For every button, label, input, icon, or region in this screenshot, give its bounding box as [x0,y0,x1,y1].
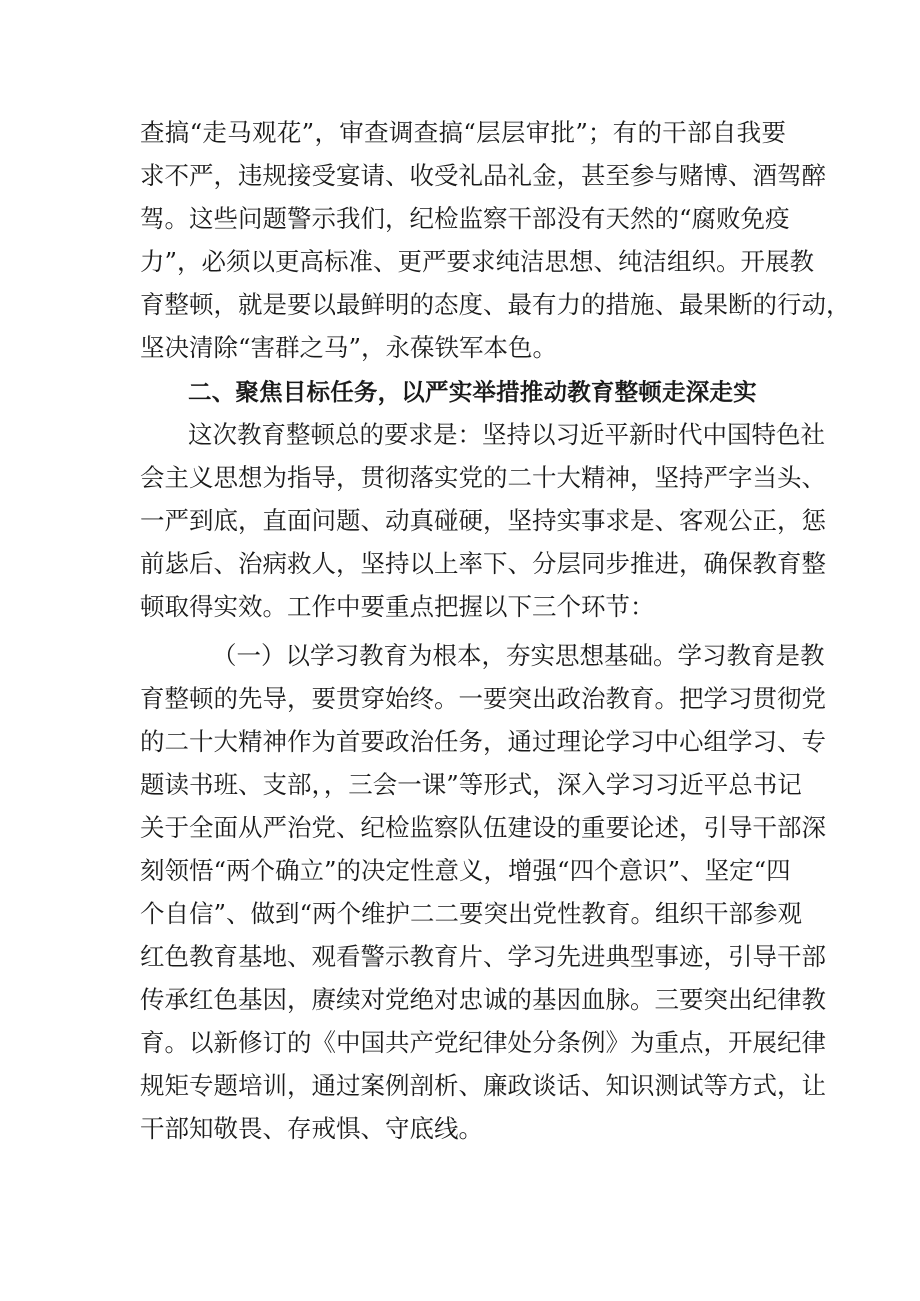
text-line: 驾。这些问题警示我们，纪检监察干部没有天然的“腐败免疫 [140,204,790,233]
text-line: 刻领悟“两个确立”的决定性意义，增强“四个意识”、坚定“四 [140,856,791,885]
text-line: 坚决清除“害群之马”，永葆铁军本色。 [140,333,558,362]
text-line: 干部知敬畏、存戒惧、守底线。 [140,1114,483,1143]
text-line: 前毖后、治病救人，坚持以上率下、分层同步推进，确保教育整 [140,549,826,578]
text-line: 关于全面从严治党、纪检监察队伍建设的重要论述，引导干部深 [140,813,826,842]
text-line: 的二十大精神作为首要政治任务，通过理论学习中心组学习、专 [140,727,826,756]
section-heading: 二、聚焦目标任务，以严实举措推动教育整顿走深走实 [188,378,757,406]
text-line: 求不严，违规接受宴请、收受礼品礼金，甚至参与赌博、酒驾醉 [140,161,826,190]
text-line: 会主义思想为指导，贯彻落实党的二十大精神，坚持严字当头、 [140,463,826,492]
text-line: （一）以学习教育为根本，夯实思想基础。学习教育是教 [212,641,825,670]
text-line: 育整顿，就是要以最鲜明的态度、最有力的措施、最果断的行动， [140,290,851,319]
text-line: 顿取得实效。工作中要重点把握以下三个环节： [140,592,655,621]
text-line: 一严到底，直面问题、动真碰硬，坚持实事求是、客观公正，惩 [140,506,826,535]
text-line: 红色教育基地、观看警示教育片、学习先进典型事迹，引导干部 [140,942,826,971]
text-line: 传承红色基因，赓续对党绝对忠诚的基因血脉。三要突出纪律教 [140,985,826,1014]
text-line: 题读书班、支部，，三会一课”等形式，深入学习习近平总书记 [140,770,802,799]
text-line: 查搞“走马观花”，审查调查搞“层层审批”；有的干部自我要 [140,118,786,147]
text-line: 力”，必须以更高标准、更严要求纯洁思想、纯洁组织。开展教 [140,247,815,276]
text-line: 育整顿的先导，要贯穿始终。一要突出政治教育。把学习贯彻党 [140,684,826,713]
text-line: 育。以新修订的《中国共产党纪律处分条例》为重点，开展纪律 [140,1028,826,1057]
text-line: 这次教育整顿总的要求是：坚持以习近平新时代中国特色社 [188,420,825,449]
text-line: 规矩专题培训，通过案例剖析、廉政谈话、知识测试等方式，让 [140,1071,826,1100]
text-line: 个自信”、做到“两个维护二二要突出党性教育。组织干部参观 [140,899,803,928]
